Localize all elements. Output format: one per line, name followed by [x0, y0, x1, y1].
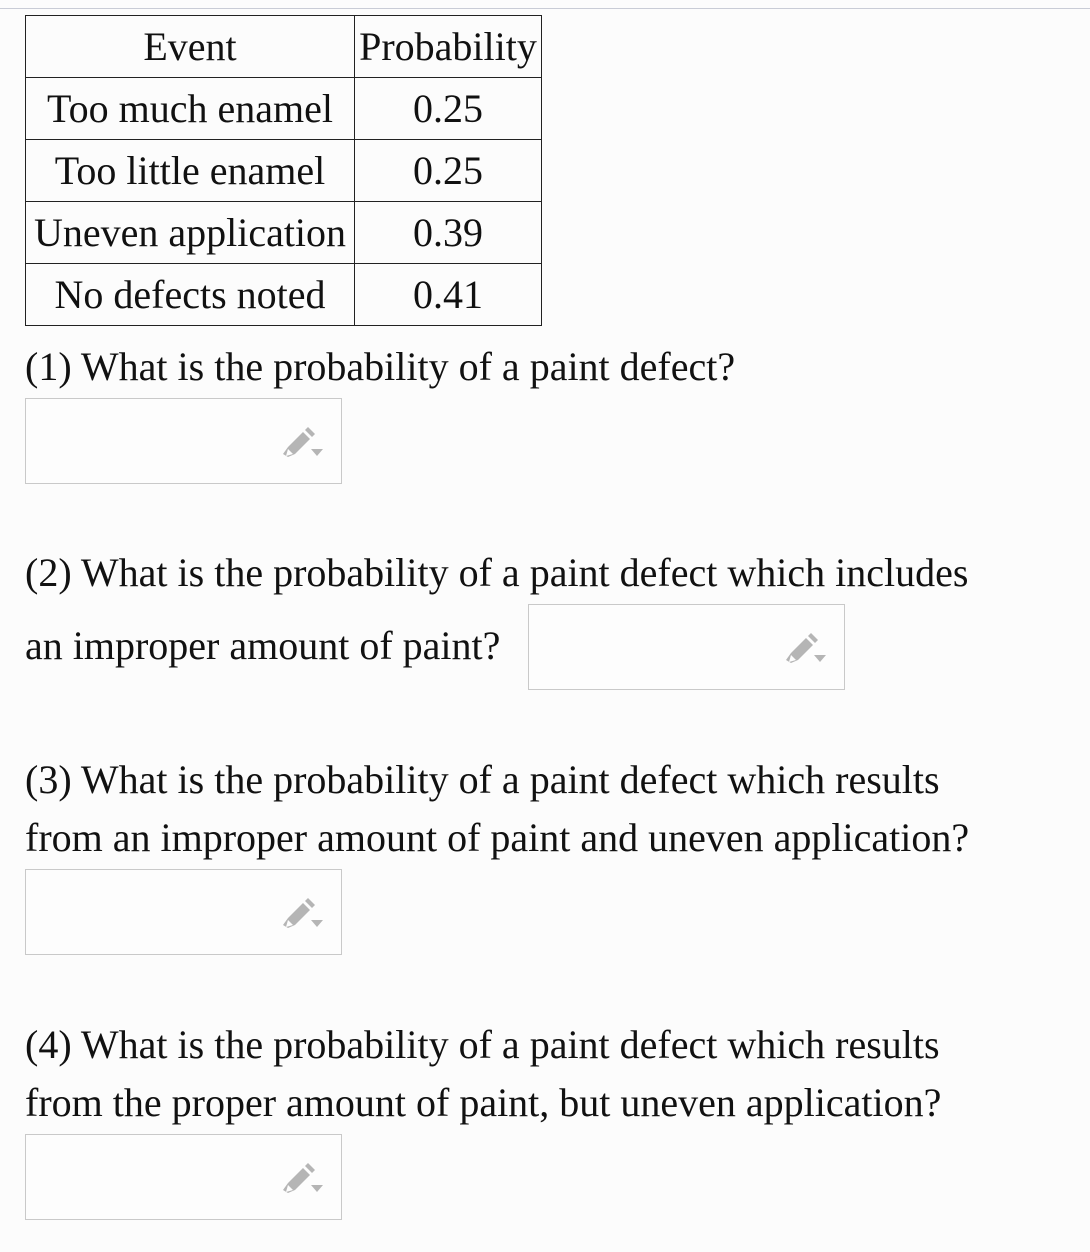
question-2-line-2: an improper amount of paint?	[25, 623, 501, 668]
answer-3-input[interactable]	[25, 869, 342, 955]
top-divider	[0, 8, 1090, 9]
table-row	[26, 78, 542, 140]
answer-1-input[interactable]	[25, 398, 342, 484]
event-cell: Too much enamel	[26, 78, 355, 140]
probability-cell: 0.25	[355, 140, 542, 202]
event-cell: No defects noted	[26, 264, 355, 326]
answer-4-input[interactable]	[25, 1134, 342, 1220]
table-row	[26, 140, 542, 202]
question-3-line-1: (3) What is the probability of a paint defect which results	[25, 757, 940, 802]
header-probability: Probability	[355, 16, 542, 78]
pencil-dropdown-icon[interactable]	[279, 898, 323, 930]
question-4-line-2: from the proper amount of paint, but uneven application?	[25, 1080, 942, 1125]
question-1-text: (1) What is the probability of a paint defect?	[25, 344, 736, 389]
question-2-line-1: (2) What is the probability of a paint defect which includes	[25, 550, 969, 595]
event-cell: Too little enamel	[26, 140, 355, 202]
table-row	[26, 264, 542, 326]
question-3-line-2: from an improper amount of paint and uneven application?	[25, 815, 970, 860]
pencil-dropdown-icon[interactable]	[782, 633, 826, 665]
probability-cell: 0.25	[355, 78, 542, 140]
probability-table	[25, 15, 542, 326]
probability-cell: 0.41	[355, 264, 542, 326]
pencil-dropdown-icon[interactable]	[279, 427, 323, 459]
pencil-dropdown-icon[interactable]	[279, 1163, 323, 1195]
question-4-line-1: (4) What is the probability of a paint defect which results	[25, 1022, 940, 1067]
table-row	[26, 202, 542, 264]
probability-cell: 0.39	[355, 202, 542, 264]
event-cell: Uneven application	[26, 202, 355, 264]
header-event: Event	[26, 16, 355, 78]
answer-2-input[interactable]	[528, 604, 845, 690]
table-header-row	[26, 16, 542, 78]
